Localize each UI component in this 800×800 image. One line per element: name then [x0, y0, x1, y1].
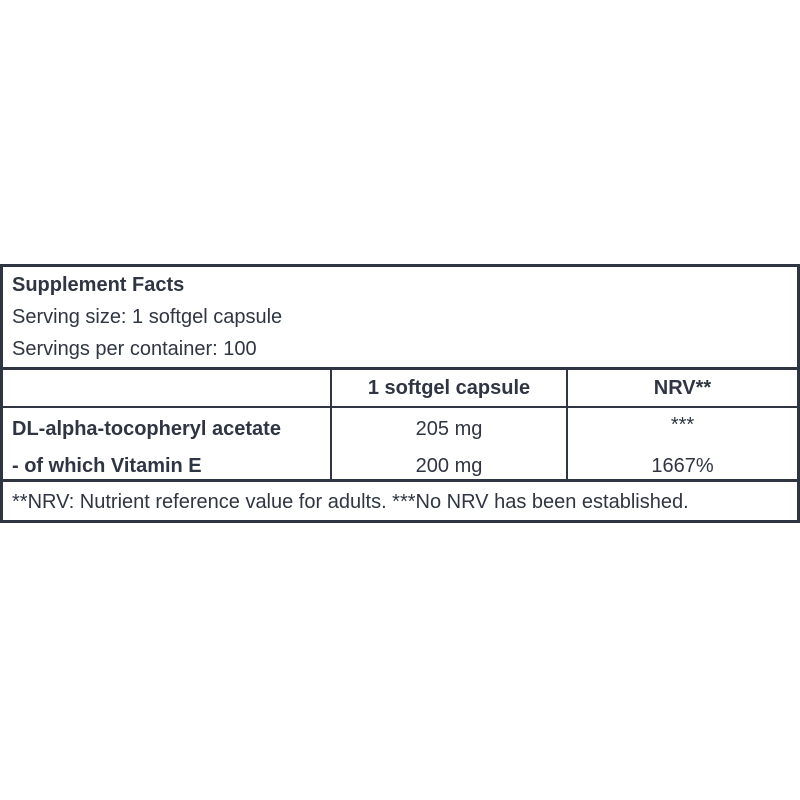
divider	[3, 367, 797, 370]
ingredient-nrv: ***	[670, 414, 695, 436]
facts-header	[3, 267, 797, 367]
column-header-amount: 1 softgel capsule	[367, 377, 531, 399]
serving-size: Serving size: 1 softgel capsule	[12, 306, 283, 328]
facts-title: Supplement Facts	[12, 274, 185, 296]
supplement-facts-panel	[0, 264, 800, 523]
footnote: **NRV: Nutrient reference value for adults. ***No NRV has been established.	[12, 491, 689, 513]
column-header-nrv: NRV**	[653, 377, 712, 399]
ingredient-amount: 205 mg	[415, 418, 483, 440]
divider	[3, 479, 797, 482]
divider	[3, 406, 797, 408]
ingredient-name: - of which Vitamin E	[12, 455, 202, 477]
ingredient-amount: 200 mg	[415, 455, 483, 477]
servings-per-container: Servings per container: 100	[12, 338, 257, 360]
ingredient-name: DL-alpha-tocopheryl acetate	[12, 418, 281, 440]
ingredient-nrv: 1667%	[651, 455, 714, 477]
